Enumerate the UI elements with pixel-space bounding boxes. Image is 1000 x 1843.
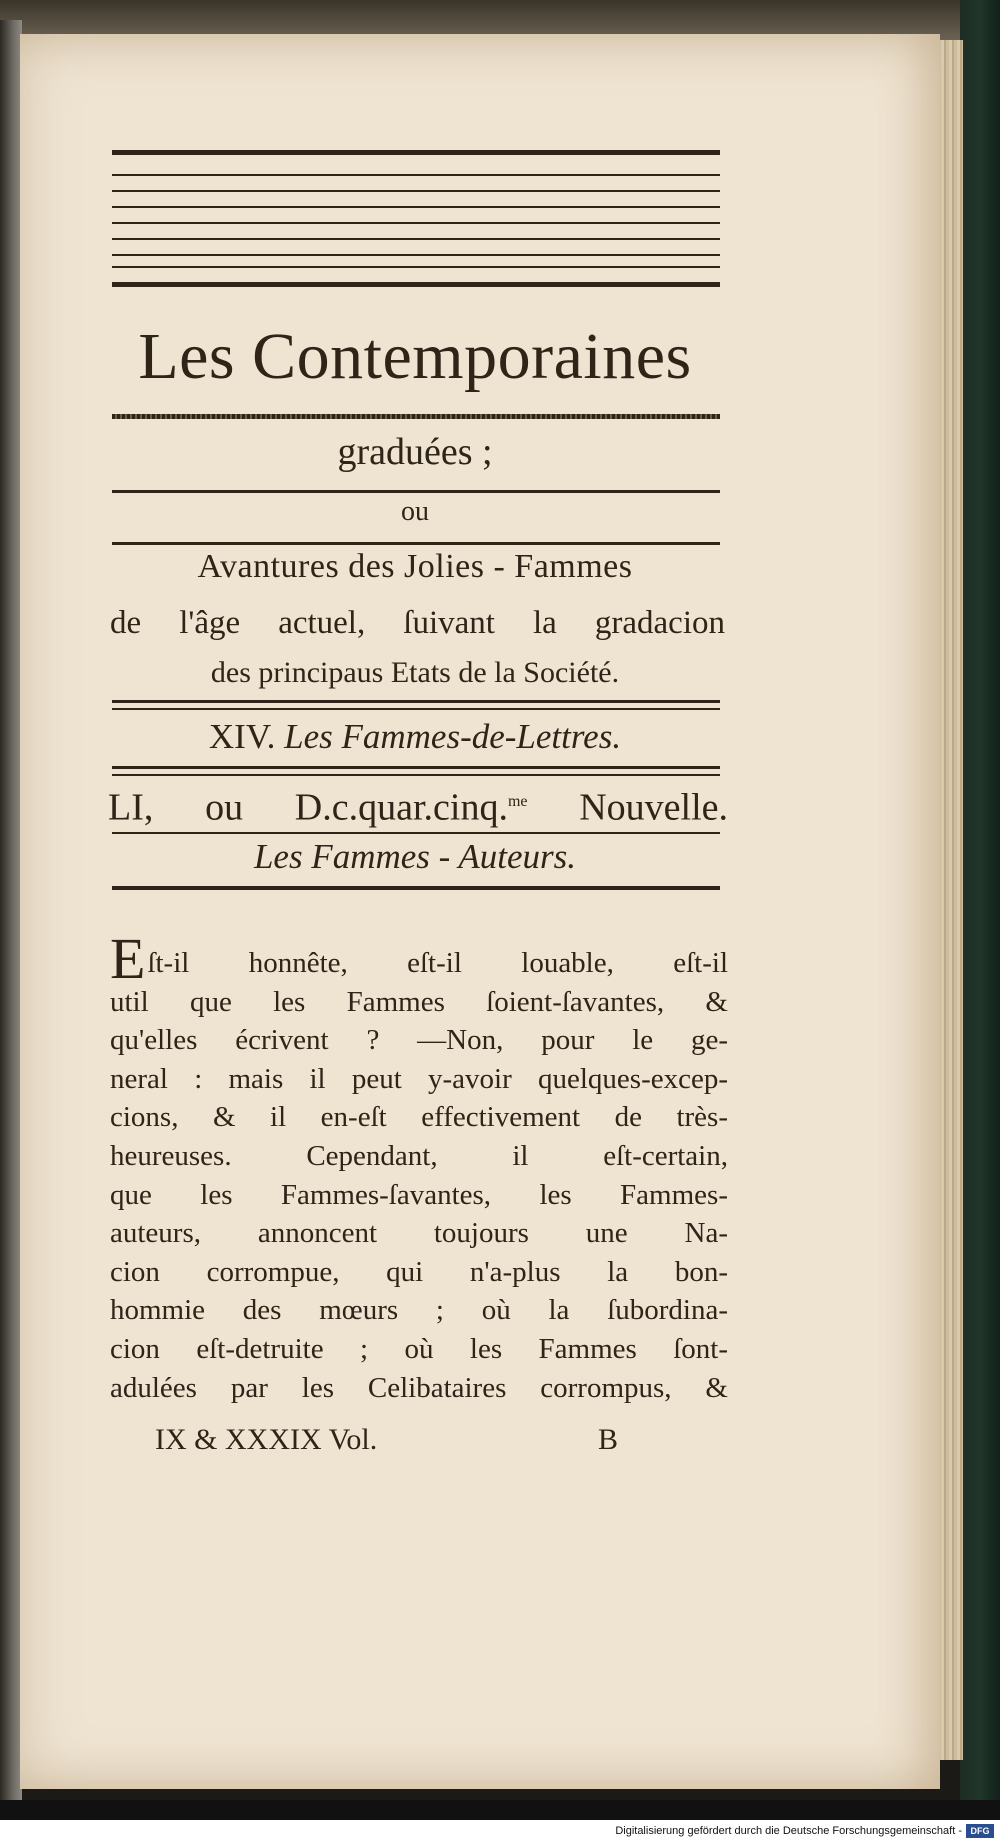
book-subtitle: graduées ; — [337, 431, 493, 473]
series-title: Les Fammes-de-Lettres. — [284, 717, 622, 756]
body-line: hommie des mœurs ; où la ſubordina- — [110, 1294, 728, 1327]
book-binding-left — [0, 20, 22, 1810]
body-first-rest: ſt-il honnête, eſt-il louable, eſt-il — [147, 947, 728, 979]
ornament-rule — [112, 190, 720, 192]
series-number: XIV. — [208, 717, 276, 756]
connector-rule — [112, 542, 720, 545]
body-text — [110, 926, 728, 1407]
ornament-rule — [112, 174, 720, 176]
body-line: cion corrompue, qui n'a-plus la bon- — [110, 1255, 728, 1288]
body-line: util que les Fammes ſoient-ſavantes, & — [110, 985, 728, 1018]
ornament-rule — [112, 266, 720, 268]
book-page — [20, 34, 940, 1789]
novella-superscript: me — [507, 793, 528, 810]
novella-title: Les Fammes - Auteurs. — [253, 837, 577, 876]
body-line: qu'elles écrivent ? —Non, pour le ge- — [110, 1024, 728, 1057]
volume-footer: IX & XXXIX Vol. — [155, 1423, 378, 1456]
ornament-rule — [112, 150, 720, 155]
subtitle-line-1: Avantures des Jolies - Fammes — [197, 548, 633, 585]
novella-prefix: LI, ou D.c.quar.cinq. — [108, 786, 508, 829]
ornament-rule — [112, 282, 720, 287]
subtitle-rule — [112, 490, 720, 493]
series-rule — [112, 774, 720, 776]
dfg-logo: DFG — [966, 1824, 994, 1838]
subtitle-line-2: de l'âge actuel, ſuivant la gradacion — [110, 605, 725, 641]
initial-letter: E — [110, 926, 146, 991]
novella-heading — [108, 780, 728, 830]
digitization-credit: Digitalisierung gefördert durch die Deutsche Forschungsgemeinschaft - — [615, 1825, 962, 1837]
subtitle-line-3: des principaus Etats de la Société. — [210, 656, 620, 689]
series-rule — [112, 766, 720, 769]
body-line: que les Fammes-ſavantes, les Fammes- — [110, 1178, 728, 1211]
ornament-rule — [112, 238, 720, 240]
novella-suffix: Nouvelle. — [579, 786, 729, 829]
signature-mark: B — [598, 1423, 619, 1456]
series-heading — [100, 716, 730, 758]
connector-word: ou — [401, 496, 429, 527]
title-rule — [112, 414, 720, 419]
ornament-rule — [112, 254, 720, 256]
section-rule — [112, 708, 720, 710]
book-cover-right — [960, 0, 1000, 1800]
ornament-rule — [112, 206, 720, 208]
section-rule — [112, 700, 720, 703]
body-line-first — [110, 926, 728, 991]
body-line: cions, & il en-eſt effectivement de très- — [110, 1101, 728, 1134]
ornament-rule — [112, 222, 720, 224]
scan-bottom-band — [0, 1800, 1000, 1820]
body-line: neral : mais il peut y-avoir quelques-excep- — [110, 1062, 728, 1095]
body-line: auteurs, annoncent toujours une Na- — [110, 1217, 728, 1250]
book-title: Les Contemporaines — [138, 320, 692, 393]
body-line: cion eſt-detruite ; où les Fammes ſont- — [110, 1332, 728, 1365]
novella-title-rule — [112, 886, 720, 890]
novella-rule — [112, 832, 720, 834]
body-line: adulées par les Celibataires corrompus, & — [110, 1371, 728, 1404]
body-line: heureuses. Cependant, il eſt-certain, — [110, 1139, 728, 1172]
